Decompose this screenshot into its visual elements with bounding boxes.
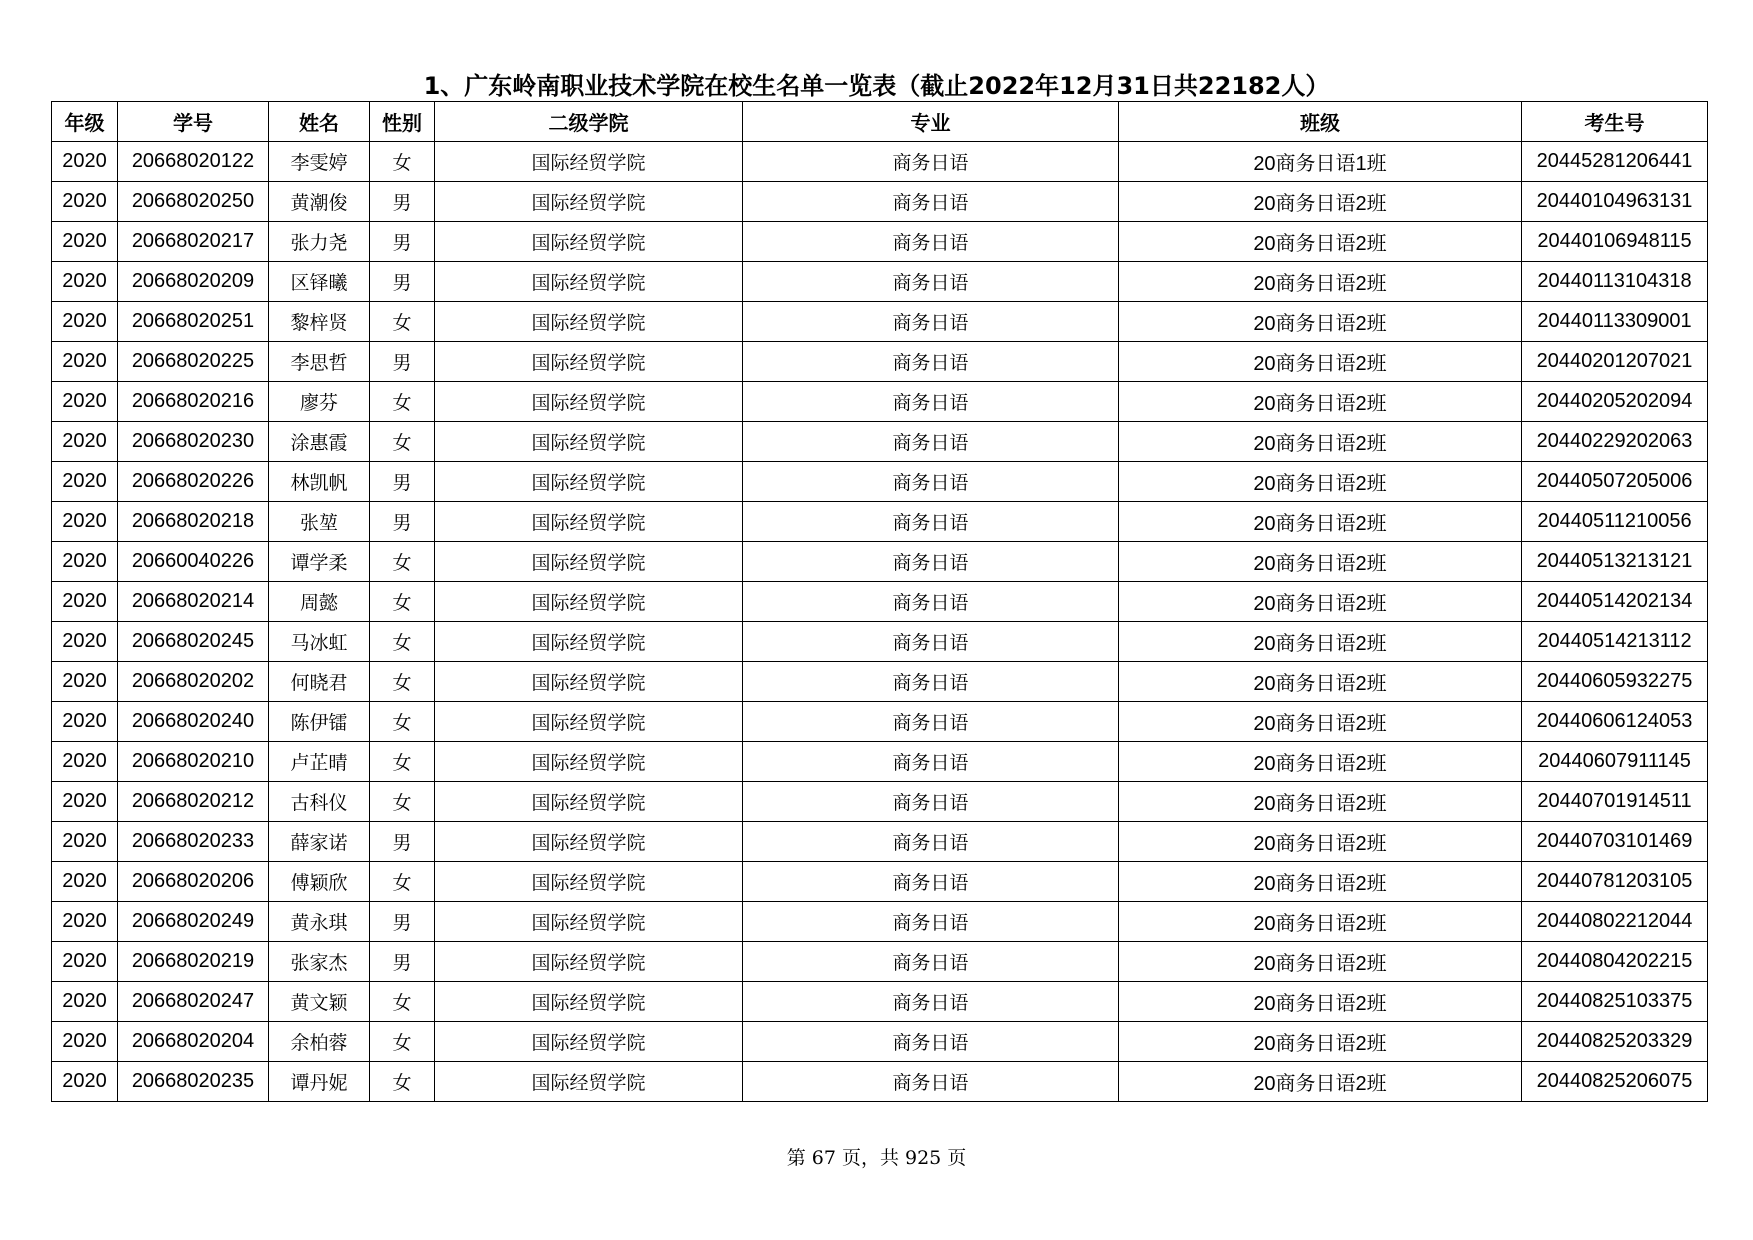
column-header-student-id: 学号 bbox=[118, 102, 269, 142]
college-cell: 国际经贸学院 bbox=[435, 142, 743, 182]
exam-number-cell: 20440802212044 bbox=[1522, 902, 1708, 942]
grade-cell: 2020 bbox=[52, 182, 118, 222]
class-cell: 20商务日语2班 bbox=[1119, 742, 1522, 782]
name-cell: 黎梓贤 bbox=[269, 302, 370, 342]
student-id-cell: 20668020226 bbox=[118, 462, 269, 502]
gender-cell: 男 bbox=[370, 502, 435, 542]
table-row bbox=[52, 502, 1708, 542]
table-row bbox=[52, 142, 1708, 182]
class-cell: 20商务日语2班 bbox=[1119, 782, 1522, 822]
grade-cell: 2020 bbox=[52, 902, 118, 942]
gender-cell: 女 bbox=[370, 142, 435, 182]
column-header-class: 班级 bbox=[1119, 102, 1522, 142]
major-cell: 商务日语 bbox=[743, 302, 1119, 342]
gender-cell: 男 bbox=[370, 902, 435, 942]
table-row bbox=[52, 902, 1708, 942]
exam-number-cell: 20440113104318 bbox=[1522, 262, 1708, 302]
grade-cell: 2020 bbox=[52, 982, 118, 1022]
major-cell: 商务日语 bbox=[743, 502, 1119, 542]
student-id-cell: 20668020204 bbox=[118, 1022, 269, 1062]
student-id-cell: 20668020240 bbox=[118, 702, 269, 742]
student-id-cell: 20668020122 bbox=[118, 142, 269, 182]
class-cell: 20商务日语2班 bbox=[1119, 702, 1522, 742]
major-cell: 商务日语 bbox=[743, 342, 1119, 382]
student-id-cell: 20668020233 bbox=[118, 822, 269, 862]
exam-number-cell: 20440507205006 bbox=[1522, 462, 1708, 502]
exam-number-cell: 20440104963131 bbox=[1522, 182, 1708, 222]
page-number-footer: 第 67 页，共 925 页 bbox=[786, 1147, 967, 1169]
class-cell: 20商务日语2班 bbox=[1119, 902, 1522, 942]
major-cell: 商务日语 bbox=[743, 942, 1119, 982]
gender-cell: 女 bbox=[370, 1062, 435, 1102]
grade-cell: 2020 bbox=[52, 942, 118, 982]
grade-cell: 2020 bbox=[52, 822, 118, 862]
table-row bbox=[52, 1062, 1708, 1102]
gender-cell: 女 bbox=[370, 422, 435, 462]
name-cell: 陈伊镭 bbox=[269, 702, 370, 742]
grade-cell: 2020 bbox=[52, 502, 118, 542]
gender-cell: 男 bbox=[370, 942, 435, 982]
college-cell: 国际经贸学院 bbox=[435, 662, 743, 702]
class-cell: 20商务日语2班 bbox=[1119, 502, 1522, 542]
major-cell: 商务日语 bbox=[743, 662, 1119, 702]
major-cell: 商务日语 bbox=[743, 142, 1119, 182]
major-cell: 商务日语 bbox=[743, 382, 1119, 422]
grade-cell: 2020 bbox=[52, 302, 118, 342]
table-row bbox=[52, 422, 1708, 462]
college-cell: 国际经贸学院 bbox=[435, 262, 743, 302]
table-row bbox=[52, 382, 1708, 422]
college-cell: 国际经贸学院 bbox=[435, 742, 743, 782]
student-id-cell: 20668020216 bbox=[118, 382, 269, 422]
major-cell: 商务日语 bbox=[743, 542, 1119, 582]
name-cell: 卢芷晴 bbox=[269, 742, 370, 782]
name-cell: 张力尧 bbox=[269, 222, 370, 262]
college-cell: 国际经贸学院 bbox=[435, 702, 743, 742]
student-id-cell: 20668020235 bbox=[118, 1062, 269, 1102]
exam-number-cell: 20440606124053 bbox=[1522, 702, 1708, 742]
exam-number-cell: 20440514202134 bbox=[1522, 582, 1708, 622]
class-cell: 20商务日语2班 bbox=[1119, 582, 1522, 622]
student-id-cell: 20668020214 bbox=[118, 582, 269, 622]
table-row bbox=[52, 742, 1708, 782]
student-id-cell: 20668020247 bbox=[118, 982, 269, 1022]
class-cell: 20商务日语2班 bbox=[1119, 862, 1522, 902]
college-cell: 国际经贸学院 bbox=[435, 582, 743, 622]
grade-cell: 2020 bbox=[52, 542, 118, 582]
exam-number-cell: 20440106948115 bbox=[1522, 222, 1708, 262]
student-id-cell: 20668020251 bbox=[118, 302, 269, 342]
major-cell: 商务日语 bbox=[743, 182, 1119, 222]
exam-number-cell: 20440825203329 bbox=[1522, 1022, 1708, 1062]
college-cell: 国际经贸学院 bbox=[435, 302, 743, 342]
major-cell: 商务日语 bbox=[743, 622, 1119, 662]
exam-number-cell: 20440229202063 bbox=[1522, 422, 1708, 462]
table-row bbox=[52, 542, 1708, 582]
college-cell: 国际经贸学院 bbox=[435, 182, 743, 222]
name-cell: 黄永琪 bbox=[269, 902, 370, 942]
name-cell: 傅颖欣 bbox=[269, 862, 370, 902]
major-cell: 商务日语 bbox=[743, 782, 1119, 822]
major-cell: 商务日语 bbox=[743, 462, 1119, 502]
major-cell: 商务日语 bbox=[743, 822, 1119, 862]
college-cell: 国际经贸学院 bbox=[435, 902, 743, 942]
name-cell: 黄文颖 bbox=[269, 982, 370, 1022]
college-cell: 国际经贸学院 bbox=[435, 1022, 743, 1062]
name-cell: 谭丹妮 bbox=[269, 1062, 370, 1102]
student-id-cell: 20668020250 bbox=[118, 182, 269, 222]
college-cell: 国际经贸学院 bbox=[435, 622, 743, 662]
table-row bbox=[52, 942, 1708, 982]
table-row bbox=[52, 662, 1708, 702]
student-id-cell: 20668020245 bbox=[118, 622, 269, 662]
major-cell: 商务日语 bbox=[743, 1062, 1119, 1102]
name-cell: 李思哲 bbox=[269, 342, 370, 382]
grade-cell: 2020 bbox=[52, 862, 118, 902]
table-row bbox=[52, 262, 1708, 302]
college-cell: 国际经贸学院 bbox=[435, 222, 743, 262]
table-header-row bbox=[52, 102, 1708, 142]
grade-cell: 2020 bbox=[52, 622, 118, 662]
column-header-grade: 年级 bbox=[52, 102, 118, 142]
college-cell: 国际经贸学院 bbox=[435, 382, 743, 422]
exam-number-cell: 20440701914511 bbox=[1522, 782, 1708, 822]
exam-number-cell: 20440825206075 bbox=[1522, 1062, 1708, 1102]
table-row bbox=[52, 582, 1708, 622]
exam-number-cell: 20440607911145 bbox=[1522, 742, 1708, 782]
college-cell: 国际经贸学院 bbox=[435, 342, 743, 382]
name-cell: 廖芬 bbox=[269, 382, 370, 422]
student-id-cell: 20660040226 bbox=[118, 542, 269, 582]
major-cell: 商务日语 bbox=[743, 982, 1119, 1022]
student-id-cell: 20668020249 bbox=[118, 902, 269, 942]
college-cell: 国际经贸学院 bbox=[435, 542, 743, 582]
gender-cell: 女 bbox=[370, 662, 435, 702]
table-row bbox=[52, 342, 1708, 382]
column-header-exam-number: 考生号 bbox=[1522, 102, 1708, 142]
class-cell: 20商务日语2班 bbox=[1119, 1022, 1522, 1062]
exam-number-cell: 20440825103375 bbox=[1522, 982, 1708, 1022]
class-cell: 20商务日语2班 bbox=[1119, 982, 1522, 1022]
grade-cell: 2020 bbox=[52, 142, 118, 182]
name-cell: 涂惠霞 bbox=[269, 422, 370, 462]
class-cell: 20商务日语2班 bbox=[1119, 422, 1522, 462]
major-cell: 商务日语 bbox=[743, 1022, 1119, 1062]
college-cell: 国际经贸学院 bbox=[435, 502, 743, 542]
student-id-cell: 20668020209 bbox=[118, 262, 269, 302]
class-cell: 20商务日语2班 bbox=[1119, 1062, 1522, 1102]
class-cell: 20商务日语2班 bbox=[1119, 942, 1522, 982]
student-id-cell: 20668020212 bbox=[118, 782, 269, 822]
name-cell: 李雯婷 bbox=[269, 142, 370, 182]
table-row bbox=[52, 982, 1708, 1022]
class-cell: 20商务日语2班 bbox=[1119, 302, 1522, 342]
table-row bbox=[52, 182, 1708, 222]
class-cell: 20商务日语2班 bbox=[1119, 382, 1522, 422]
column-header-college: 二级学院 bbox=[435, 102, 743, 142]
student-roster-table bbox=[51, 101, 1708, 1102]
major-cell: 商务日语 bbox=[743, 742, 1119, 782]
table-row bbox=[52, 462, 1708, 502]
gender-cell: 女 bbox=[370, 982, 435, 1022]
college-cell: 国际经贸学院 bbox=[435, 462, 743, 502]
table-row bbox=[52, 702, 1708, 742]
student-id-cell: 20668020218 bbox=[118, 502, 269, 542]
name-cell: 周懿 bbox=[269, 582, 370, 622]
gender-cell: 男 bbox=[370, 342, 435, 382]
name-cell: 马冰虹 bbox=[269, 622, 370, 662]
exam-number-cell: 20440514213112 bbox=[1522, 622, 1708, 662]
class-cell: 20商务日语2班 bbox=[1119, 182, 1522, 222]
name-cell: 黄潮俊 bbox=[269, 182, 370, 222]
gender-cell: 女 bbox=[370, 582, 435, 622]
grade-cell: 2020 bbox=[52, 582, 118, 622]
table-row bbox=[52, 862, 1708, 902]
grade-cell: 2020 bbox=[52, 1062, 118, 1102]
class-cell: 20商务日语2班 bbox=[1119, 542, 1522, 582]
table-body bbox=[52, 142, 1708, 1102]
grade-cell: 2020 bbox=[52, 702, 118, 742]
class-cell: 20商务日语1班 bbox=[1119, 142, 1522, 182]
college-cell: 国际经贸学院 bbox=[435, 982, 743, 1022]
gender-cell: 女 bbox=[370, 622, 435, 662]
gender-cell: 男 bbox=[370, 182, 435, 222]
table-row bbox=[52, 822, 1708, 862]
student-id-cell: 20668020230 bbox=[118, 422, 269, 462]
major-cell: 商务日语 bbox=[743, 582, 1119, 622]
exam-number-cell: 20440201207021 bbox=[1522, 342, 1708, 382]
grade-cell: 2020 bbox=[52, 662, 118, 702]
gender-cell: 女 bbox=[370, 782, 435, 822]
student-id-cell: 20668020217 bbox=[118, 222, 269, 262]
exam-number-cell: 20440513213121 bbox=[1522, 542, 1708, 582]
exam-number-cell: 20440703101469 bbox=[1522, 822, 1708, 862]
grade-cell: 2020 bbox=[52, 342, 118, 382]
grade-cell: 2020 bbox=[52, 382, 118, 422]
gender-cell: 女 bbox=[370, 742, 435, 782]
student-id-cell: 20668020202 bbox=[118, 662, 269, 702]
gender-cell: 女 bbox=[370, 382, 435, 422]
major-cell: 商务日语 bbox=[743, 262, 1119, 302]
name-cell: 余柏蓉 bbox=[269, 1022, 370, 1062]
column-header-gender: 性别 bbox=[370, 102, 435, 142]
college-cell: 国际经贸学院 bbox=[435, 422, 743, 462]
exam-number-cell: 20445281206441 bbox=[1522, 142, 1708, 182]
class-cell: 20商务日语2班 bbox=[1119, 262, 1522, 302]
grade-cell: 2020 bbox=[52, 782, 118, 822]
class-cell: 20商务日语2班 bbox=[1119, 222, 1522, 262]
college-cell: 国际经贸学院 bbox=[435, 782, 743, 822]
student-id-cell: 20668020206 bbox=[118, 862, 269, 902]
class-cell: 20商务日语2班 bbox=[1119, 342, 1522, 382]
name-cell: 林凯帆 bbox=[269, 462, 370, 502]
exam-number-cell: 20440804202215 bbox=[1522, 942, 1708, 982]
gender-cell: 女 bbox=[370, 862, 435, 902]
class-cell: 20商务日语2班 bbox=[1119, 822, 1522, 862]
gender-cell: 男 bbox=[370, 222, 435, 262]
grade-cell: 2020 bbox=[52, 1022, 118, 1062]
table-row bbox=[52, 222, 1708, 262]
gender-cell: 男 bbox=[370, 462, 435, 502]
college-cell: 国际经贸学院 bbox=[435, 862, 743, 902]
college-cell: 国际经贸学院 bbox=[435, 1062, 743, 1102]
student-id-cell: 20668020219 bbox=[118, 942, 269, 982]
exam-number-cell: 20440113309001 bbox=[1522, 302, 1708, 342]
exam-number-cell: 20440205202094 bbox=[1522, 382, 1708, 422]
gender-cell: 女 bbox=[370, 302, 435, 342]
gender-cell: 女 bbox=[370, 702, 435, 742]
table-row bbox=[52, 1022, 1708, 1062]
name-cell: 古科仪 bbox=[269, 782, 370, 822]
exam-number-cell: 20440511210056 bbox=[1522, 502, 1708, 542]
grade-cell: 2020 bbox=[52, 422, 118, 462]
column-header-name: 姓名 bbox=[269, 102, 370, 142]
grade-cell: 2020 bbox=[52, 262, 118, 302]
name-cell: 薛家诺 bbox=[269, 822, 370, 862]
major-cell: 商务日语 bbox=[743, 222, 1119, 262]
table-row bbox=[52, 622, 1708, 662]
gender-cell: 男 bbox=[370, 262, 435, 302]
class-cell: 20商务日语2班 bbox=[1119, 462, 1522, 502]
name-cell: 张堃 bbox=[269, 502, 370, 542]
name-cell: 谭学柔 bbox=[269, 542, 370, 582]
gender-cell: 女 bbox=[370, 542, 435, 582]
column-header-major: 专业 bbox=[743, 102, 1119, 142]
grade-cell: 2020 bbox=[52, 222, 118, 262]
name-cell: 区铎曦 bbox=[269, 262, 370, 302]
gender-cell: 男 bbox=[370, 822, 435, 862]
major-cell: 商务日语 bbox=[743, 862, 1119, 902]
gender-cell: 女 bbox=[370, 1022, 435, 1062]
exam-number-cell: 20440781203105 bbox=[1522, 862, 1708, 902]
major-cell: 商务日语 bbox=[743, 902, 1119, 942]
student-id-cell: 20668020210 bbox=[118, 742, 269, 782]
class-cell: 20商务日语2班 bbox=[1119, 622, 1522, 662]
exam-number-cell: 20440605932275 bbox=[1522, 662, 1708, 702]
name-cell: 何晓君 bbox=[269, 662, 370, 702]
student-id-cell: 20668020225 bbox=[118, 342, 269, 382]
major-cell: 商务日语 bbox=[743, 702, 1119, 742]
name-cell: 张家杰 bbox=[269, 942, 370, 982]
table-row bbox=[52, 782, 1708, 822]
grade-cell: 2020 bbox=[52, 462, 118, 502]
class-cell: 20商务日语2班 bbox=[1119, 662, 1522, 702]
major-cell: 商务日语 bbox=[743, 422, 1119, 462]
grade-cell: 2020 bbox=[52, 742, 118, 782]
page-title: 1、广东岭南职业技术学院在校生名单一览表（截止2022年12月31日共22182人） bbox=[423, 72, 1330, 100]
college-cell: 国际经贸学院 bbox=[435, 942, 743, 982]
table-row bbox=[52, 302, 1708, 342]
college-cell: 国际经贸学院 bbox=[435, 822, 743, 862]
